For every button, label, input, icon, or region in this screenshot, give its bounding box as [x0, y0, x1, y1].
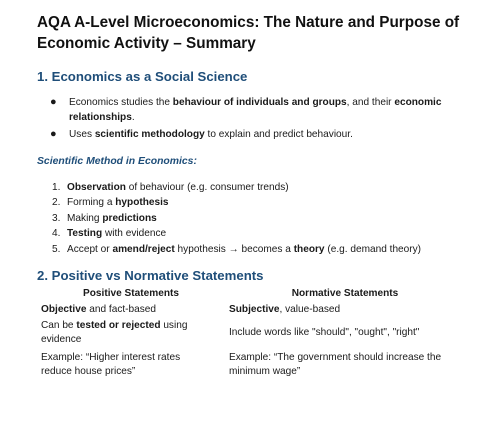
normative-cell-example: Example: “The government should increase the minimum wage” [229, 352, 442, 378]
step-bold-text: hypothesis [115, 197, 169, 209]
cell-text: , value-based [279, 304, 341, 316]
normative-column-header: Normative Statements [291, 288, 399, 300]
section-heading-social-science: 1. Economics as a Social Science [37, 69, 248, 84]
step-bold-text: Observation [67, 182, 126, 193]
subheading-scientific-method: Scientific Method in Economics: [37, 156, 197, 167]
step-text: Accept or [67, 243, 113, 255]
positive-normative-table [37, 288, 477, 388]
cell-bold-text: Objective [41, 304, 87, 316]
normative-cell-definition [229, 303, 469, 317]
bullet-dot-icon: ● [50, 128, 57, 140]
step-text: Making [67, 212, 103, 224]
step-text: Forming a [67, 197, 116, 209]
normative-cell-keywords: Include words like "should", "ought", "right" [229, 327, 420, 339]
step-text: of behaviour (e.g. consumer trends) [125, 182, 289, 193]
step-item [37, 180, 476, 195]
bullet-text: . [131, 112, 135, 123]
cell-bold-text: Subjective [229, 304, 280, 316]
cell-text: and fact-based [86, 304, 157, 316]
step-number: 1. [52, 182, 61, 193]
step-bold-text: theory [293, 243, 325, 255]
cell-text: Can be [41, 320, 77, 332]
cell-bold-text: tested or rejected [76, 320, 161, 332]
step-bold-text: Testing [67, 228, 103, 240]
step-item [37, 195, 476, 210]
social-science-bullets [37, 95, 476, 142]
scientific-method-steps [37, 180, 476, 257]
bullet-bold-text: behaviour of individuals and groups [172, 97, 347, 108]
step-text: with evidence [102, 228, 167, 240]
bullet-text: Economics studies the [69, 97, 173, 108]
step-number: 2. [52, 197, 61, 209]
bullet-item [37, 95, 476, 125]
document-title: AQA A-Level Microeconomics: The Nature and Purpose of Economic Activity – Summary [37, 14, 460, 52]
bullet-bold-text: scientific methodology [94, 129, 205, 140]
step-item [37, 211, 476, 226]
bullet-text: , and their [346, 97, 395, 108]
positive-cell-example: Example: “Higher interest rates reduce house prices” [41, 352, 181, 378]
step-item [37, 226, 476, 241]
bullet-bold-text: economic relationships [69, 97, 442, 123]
step-text: (e.g. demand theory) [324, 243, 422, 255]
positive-cell-testable [41, 319, 223, 347]
bullet-text: Uses [69, 129, 95, 140]
step-item [37, 242, 476, 257]
bullet-dot-icon: ● [50, 96, 57, 108]
step-number: 5. [52, 243, 61, 255]
bullet-text: to explain and predict behaviour. [204, 129, 353, 140]
step-number: 4. [52, 228, 61, 240]
positive-cell-definition [41, 303, 221, 317]
step-text: hypothesis → becomes a [174, 243, 294, 255]
cell-text: using evidence [41, 320, 188, 346]
bullet-item [37, 127, 476, 142]
section-heading-positive-normative: 2. Positive vs Normative Statements [37, 268, 264, 284]
positive-column-header: Positive Statements [83, 288, 179, 300]
step-number: 3. [52, 212, 61, 224]
step-bold-text: amend/reject [112, 243, 175, 255]
step-bold-text: predictions [102, 212, 157, 224]
